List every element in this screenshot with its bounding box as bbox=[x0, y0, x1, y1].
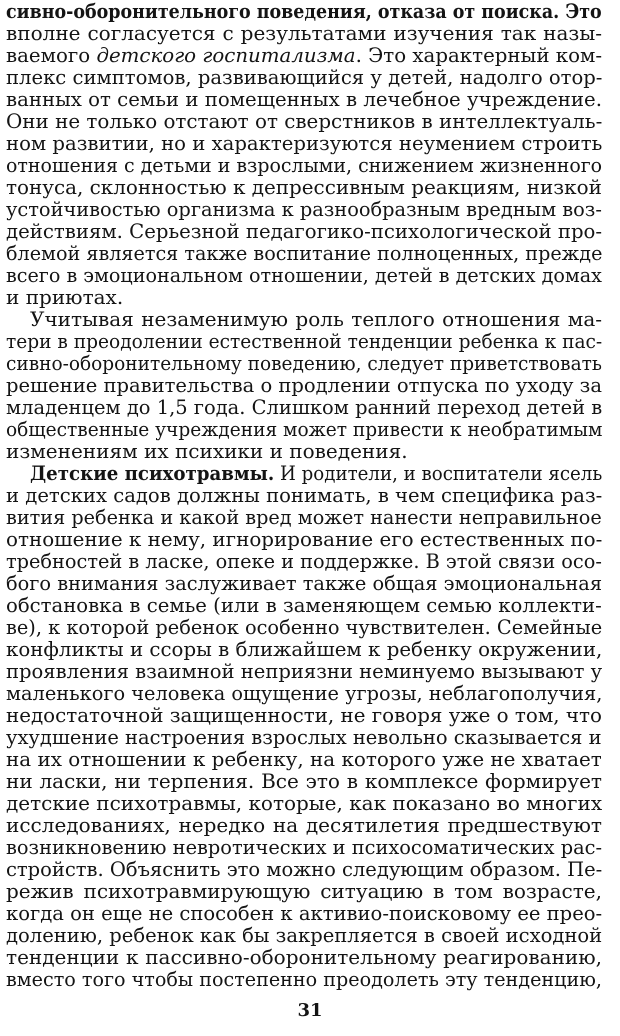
text-line-17: сивно-оборонительному поведению, следует приветствовать bbox=[6, 351, 602, 375]
text-line-19: младенцем до 1,5 года. Слишком ранний переход детей в bbox=[6, 395, 603, 419]
text-line-24: вития ребенка и какой вред может нанести неправильное bbox=[6, 505, 602, 529]
text-line-18: решение правительства о продлении отпуска по уходу за bbox=[6, 373, 602, 397]
text-line-23: и детских садов должны понимать, в чем специфика раз- bbox=[6, 483, 603, 507]
text-line-34: ухудшение настроения взрослых невольно сказывается и bbox=[6, 725, 602, 749]
text-line-16: тери в преодолении естественной тенденции ребенка к пас- bbox=[6, 329, 603, 353]
text-line-35: на их отношении к ребенку, на которого уже не хватает bbox=[6, 747, 602, 771]
text-line-41: режив психотравмирующую ситуацию в том возрасте, bbox=[6, 879, 602, 903]
text-line-33: недостаточной защищенности, не говоря уже о том, что bbox=[6, 703, 602, 727]
text-line-8: отношения с детьми и взрослыми, снижением жизненного bbox=[6, 153, 603, 177]
text-line-15: Учитывая незаменимую роль теплого отношения ма- bbox=[30, 307, 602, 331]
page-number: 31 bbox=[297, 1000, 323, 1021]
text-line-9: тонуса, склонностью к депрессивным реакциям, низкой bbox=[6, 175, 602, 199]
section-heading: Детские психотравмы. bbox=[30, 461, 275, 485]
text-line-31: проявления взаимной неприязни неминуемо вызывают у bbox=[6, 659, 603, 683]
text-line-28: обстановка в семье (или в заменяющем семью коллекти- bbox=[6, 593, 602, 617]
text-line-7: ном развитии, но и характеризуются неумением строить bbox=[6, 131, 603, 155]
text-line-36: ни ласки, ни терпения. Все это в комплексе формирует bbox=[6, 769, 602, 793]
text-line-22: Детские психотравмы. И родители, и воспитатели ясель bbox=[30, 461, 603, 485]
text-line-5: ванных от семьи и помещенных в лечебное учреждение. bbox=[6, 87, 602, 111]
text-line-29: ве), к которой ребенок особенно чувствителен. Семейные bbox=[6, 615, 603, 639]
book-page bbox=[6, 0, 614, 1036]
text-line-43: долению, ребенок как бы закрепляется в своей исходной bbox=[6, 923, 603, 947]
text-line-1: сивно-оборонительного поведения, отказа от поиска. Это bbox=[6, 0, 602, 23]
text-line-12: блемой является также воспитание полноценных, прежде bbox=[6, 241, 603, 265]
text-line-39: возникновению невротических и психосоматических рас- bbox=[6, 835, 603, 859]
text-line-42: когда он еще не способен к активио-поисковому ее прео- bbox=[6, 901, 603, 925]
text-line-2: вполне согласуется с результатами изучения так назы- bbox=[6, 21, 602, 45]
text-line-45: вместо того чтобы постепенно преодолеть эту тенденцию, bbox=[6, 967, 602, 991]
text-line-37: детские психотравмы, которые, как показано во многих bbox=[6, 791, 603, 815]
text-line-44: тенденции к пассивно-оборонительному реагированию, bbox=[6, 945, 602, 969]
text-line-6: Они не только отстают от сверстников в интеллектуаль- bbox=[6, 109, 603, 133]
italic-term: детского госпитализма bbox=[96, 43, 356, 67]
text-line-38: исследованиях, нередко на десятилетия предшествуют bbox=[6, 813, 602, 837]
text-line-25: отношение к нему, игнорирование его естественных по- bbox=[6, 527, 603, 551]
text-line-26: требностей в ласке, опеке и поддержке. В этой связи осо- bbox=[6, 549, 602, 573]
text-line-21: изменениям их психики и поведения. bbox=[6, 439, 408, 463]
text-line-11: действиям. Серьезной педагогико-психологической про- bbox=[6, 219, 603, 243]
text-line-30: конфликты и ссоры в ближайшем к ребенку окружении, bbox=[6, 637, 603, 661]
text-line-32: маленького человека ощущение угрозы, неблагополучия, bbox=[6, 681, 603, 705]
text-line-40: стройств. Объяснить это можно следующим образом. Пе- bbox=[6, 857, 603, 881]
text-line-14: и приютах. bbox=[6, 285, 124, 309]
text-line-4: плекс симптомов, развивающийся у детей, надолго отор- bbox=[6, 65, 603, 89]
text-line-20: общественные учреждения может привести к необратимым bbox=[6, 417, 603, 441]
text-line-10: устойчивостью организма к разнообразным вредным воз- bbox=[6, 197, 602, 221]
text-line-27: бого внимания заслуживает также общая эмоциональная bbox=[6, 571, 603, 595]
text-line-13: всего в эмоциональном отношении, детей в детских домах bbox=[6, 263, 602, 287]
text-line-3: ваемого детского госпитализма. Это характерный ком- bbox=[6, 43, 603, 67]
